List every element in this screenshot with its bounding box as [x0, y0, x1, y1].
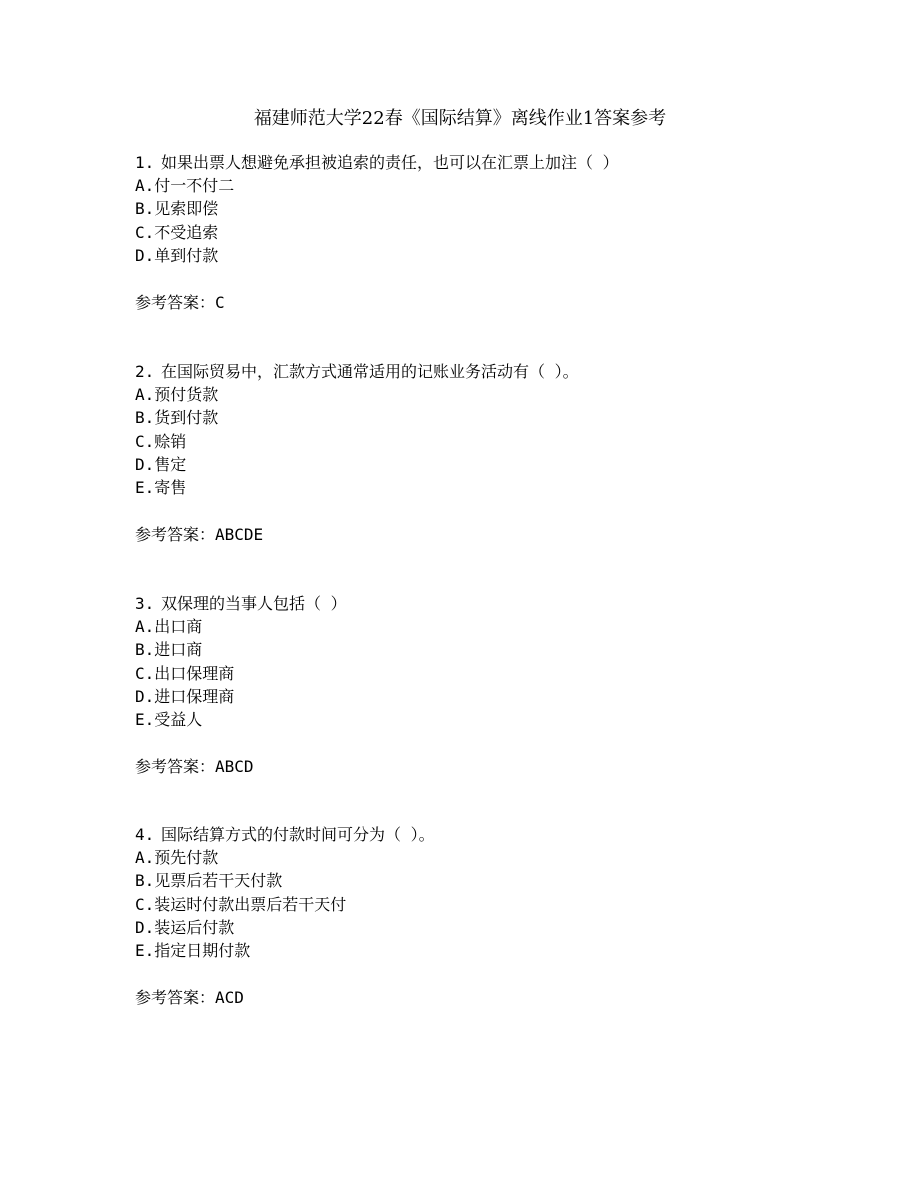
question-stem — [135, 592, 835, 615]
option-c: C.不受追索 — [135, 222, 219, 242]
option-d: D.进口保理商 — [135, 686, 235, 706]
option-a: A.付一不付二 — [135, 176, 235, 196]
option-b: B.货到付款 — [135, 408, 219, 428]
option-e: E.受益人 — [135, 709, 203, 729]
reference-answer — [135, 755, 835, 778]
reference-answer — [135, 986, 835, 1009]
reference-answer — [135, 523, 835, 546]
answer-value: ABCDE — [215, 525, 264, 545]
option-c: C.赊销 — [135, 431, 187, 451]
question-number: 4. — [135, 825, 155, 844]
reference-answer — [135, 291, 835, 314]
option-b: B.见索即偿 — [135, 199, 219, 219]
option-d: D.单到付款 — [135, 245, 219, 265]
question-2 — [135, 360, 835, 546]
question-number: 3. — [135, 594, 155, 613]
option-d: D.售定 — [135, 454, 187, 474]
option-c: C.出口保理商 — [135, 663, 235, 683]
option-c: C.装运时付款出票后若干天付 — [135, 894, 347, 914]
option-e: E.寄售 — [135, 477, 187, 497]
question-stem — [135, 151, 835, 174]
answer-label: 参考答案： — [135, 757, 216, 777]
option-a: A.出口商 — [135, 617, 203, 637]
question-4 — [135, 823, 835, 1009]
answer-label: 参考答案： — [135, 292, 216, 312]
option-a: A.预先付款 — [135, 848, 219, 868]
question-1 — [135, 151, 835, 314]
option-d: D.装运后付款 — [135, 917, 235, 937]
option-e: E.指定日期付款 — [135, 940, 251, 960]
answer-label: 参考答案： — [135, 988, 216, 1008]
document-title: 福建师范大学22春《国际结算》离线作业1答案参考 — [253, 108, 667, 129]
question-text: 双保理的当事人包括（ ） — [161, 594, 347, 613]
question-text: 在国际贸易中，汇款方式通常适用的记账业务活动有（ ）。 — [161, 362, 579, 381]
question-3 — [135, 592, 835, 778]
option-b: B.见票后若干天付款 — [135, 871, 283, 891]
answer-value: ABCD — [215, 757, 254, 777]
question-number: 1. — [135, 153, 155, 172]
question-number: 2. — [135, 362, 155, 381]
question-text: 如果出票人想避免承担被追索的责任，也可以在汇票上加注（ ） — [161, 153, 619, 172]
question-stem — [135, 823, 835, 846]
option-b: B.进口商 — [135, 640, 203, 660]
answer-value: C — [215, 292, 225, 312]
question-text: 国际结算方式的付款时间可分为（ ）。 — [161, 825, 435, 844]
question-stem — [135, 360, 835, 383]
answer-label: 参考答案： — [135, 525, 216, 545]
answer-value: ACD — [215, 988, 244, 1008]
option-a: A.预付货款 — [135, 385, 219, 405]
